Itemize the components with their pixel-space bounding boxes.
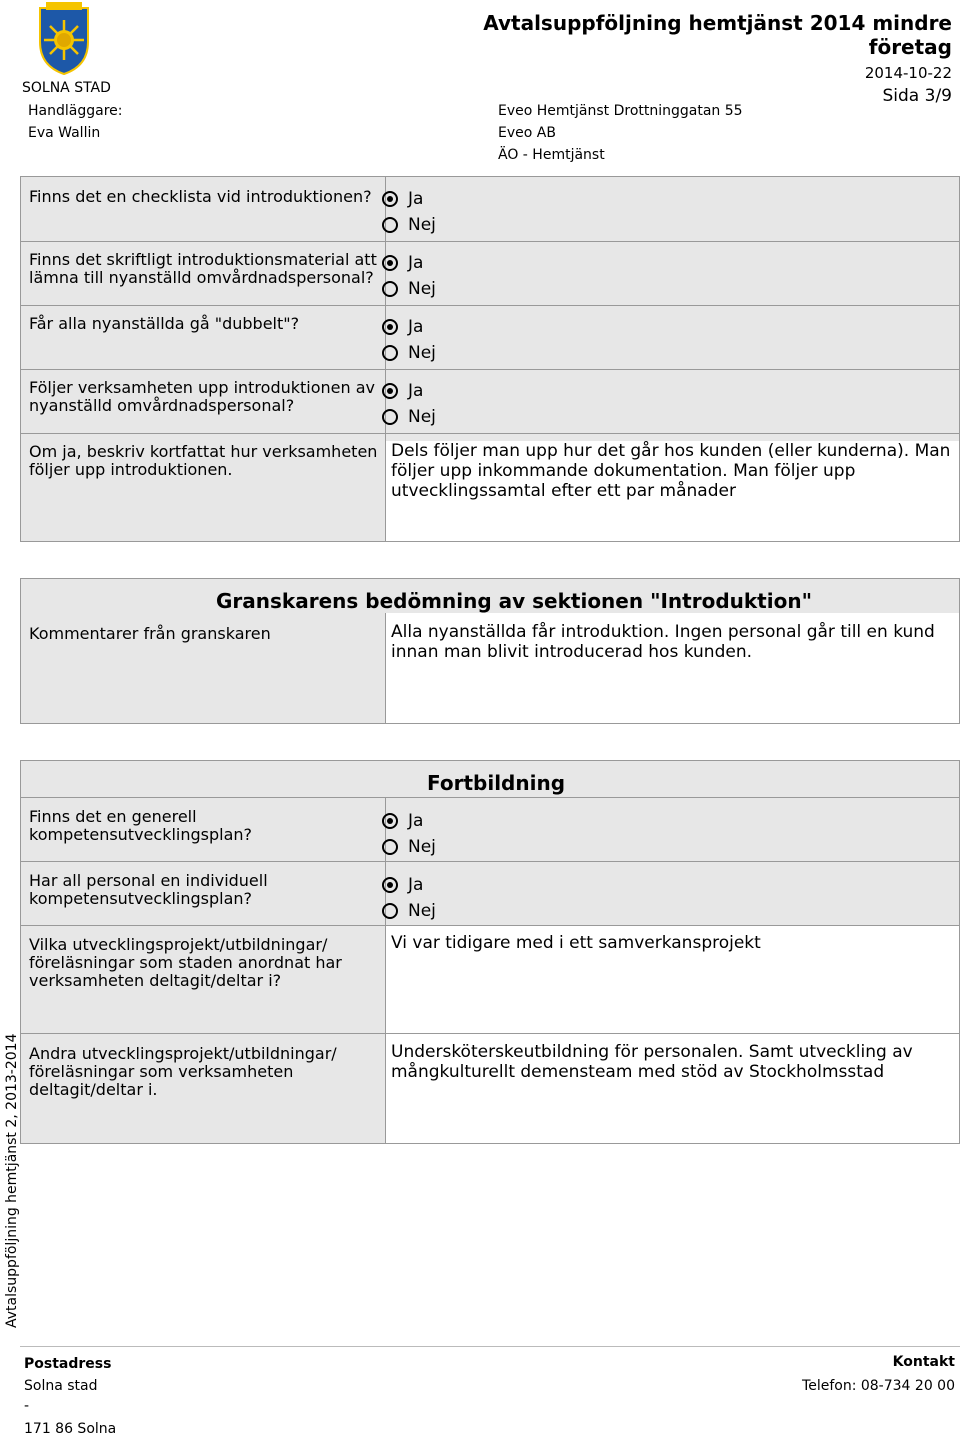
question-checklist: Finns det en checklista vid introduktionen?: [29, 187, 372, 206]
fortbildning-title: Fortbildning: [427, 771, 566, 795]
radio-selected-icon: [382, 319, 398, 335]
option-label: Ja: [408, 317, 424, 337]
document-date: 2014-10-22: [864, 64, 952, 82]
question-general-plan: Finns det en generell kompetensutvecklingsplan?: [29, 807, 253, 844]
solna-crest-logo: [36, 2, 92, 76]
radio-option-nej[interactable]: [382, 407, 436, 427]
radio-empty-icon: [382, 903, 398, 919]
question-double-shift: Får alla nyanställda gå "dubbelt"?: [29, 314, 300, 333]
postadress-line1: Solna stad: [24, 1378, 98, 1394]
option-label: Nej: [408, 901, 436, 921]
comment-label: Kommentarer från granskaren: [29, 624, 271, 643]
question-individual-plan: Har all personal en individuell kompetensutvecklingsplan?: [29, 871, 268, 908]
radio-option-ja[interactable]: [382, 253, 423, 273]
radio-empty-icon: [382, 409, 398, 425]
assessment-section: [20, 578, 960, 724]
fortbildning-section: [20, 760, 960, 1144]
radio-option-nej[interactable]: [382, 215, 436, 235]
row-divider: [21, 797, 959, 798]
option-label: Ja: [408, 253, 424, 273]
radio-option-nej[interactable]: [382, 901, 436, 921]
handlaggare-name: Eva Wallin: [28, 125, 101, 141]
question-follow-up: Följer verksamheten upp introduktionen av nyanställd omvårdnadspersonal?: [29, 378, 375, 415]
assessment-title: Granskarens bedömning av sektionen "Introduktion": [216, 589, 812, 613]
question-other-projects: Andra utvecklingsprojekt/utbildningar/ föreläsningar som verksamheten deltagit/deltar i.: [29, 1044, 337, 1099]
column-divider: [385, 613, 386, 723]
org-name: SOLNA STAD: [22, 80, 111, 96]
option-label: Nej: [408, 343, 436, 363]
describe-answer: Dels följer man upp hur det går hos kunden (eller kunderna). Man följer upp inkommande dokumentation. Man följer upp utvecklingssamtal efter ett par månader: [391, 441, 951, 501]
radio-option-nej[interactable]: [382, 279, 436, 299]
row-divider: [21, 241, 959, 242]
provider-unit: ÄO - Hemtjänst: [498, 147, 605, 163]
question-describe: Om ja, beskriv kortfattat hur verksamheten följer upp introduktionen.: [29, 442, 378, 479]
option-label: Nej: [408, 279, 436, 299]
answer-city-projects: Vi var tidigare med i ett samverkansprojekt: [391, 933, 761, 953]
option-label: Ja: [408, 811, 424, 831]
postadress-line3: 171 86 Solna: [24, 1421, 117, 1437]
question-intro-material: Finns det skriftligt introduktionsmaterial att lämna till nyanställd omvårdnadspersonal?: [29, 250, 377, 287]
postadress-label: Postadress: [24, 1356, 112, 1372]
radio-empty-icon: [382, 217, 398, 233]
answer-other-projects: Undersköterskeutbildning för personalen. Samt utveckling av mångkulturellt demensteam med stöd av Stockholmsstad: [391, 1042, 913, 1082]
introduction-section: [20, 176, 960, 542]
radio-option-nej[interactable]: [382, 837, 436, 857]
row-divider: [21, 1033, 959, 1034]
kontakt-label: Kontakt: [892, 1354, 955, 1370]
radio-option-ja[interactable]: [382, 381, 423, 401]
radio-selected-icon: [382, 813, 398, 829]
radio-option-ja[interactable]: [382, 189, 423, 209]
row-divider: [21, 369, 959, 370]
provider-company: Eveo AB: [498, 125, 556, 141]
question-city-projects: Vilka utvecklingsprojekt/utbildningar/ föreläsningar som staden anordnat har verksamheten deltagit/deltar i?: [29, 935, 342, 990]
document-title: Avtalsuppföljning hemtjänst 2014 mindre företag: [483, 11, 952, 59]
row-divider: [21, 433, 959, 434]
postadress-line2: -: [24, 1398, 30, 1414]
option-label: Ja: [408, 875, 424, 895]
row-divider: [21, 861, 959, 862]
page-number: Sida 3/9: [882, 86, 952, 106]
option-label: Ja: [408, 189, 424, 209]
kontakt-phone: Telefon: 08-734 20 00: [802, 1378, 955, 1394]
option-label: Nej: [408, 215, 436, 235]
side-document-label: Avtalsuppföljning hemtjänst 2, 2013-2014: [4, 1033, 20, 1328]
radio-selected-icon: [382, 383, 398, 399]
option-label: Nej: [408, 407, 436, 427]
radio-empty-icon: [382, 345, 398, 361]
row-divider: [21, 925, 959, 926]
provider-address: Eveo Hemtjänst Drottninggatan 55: [498, 103, 743, 119]
radio-option-nej[interactable]: [382, 343, 436, 363]
row-divider: [21, 305, 959, 306]
option-label: Nej: [408, 837, 436, 857]
radio-option-ja[interactable]: [382, 875, 423, 895]
radio-option-ja[interactable]: [382, 811, 423, 831]
radio-selected-icon: [382, 191, 398, 207]
radio-selected-icon: [382, 877, 398, 893]
radio-selected-icon: [382, 255, 398, 271]
option-label: Ja: [408, 381, 424, 401]
radio-empty-icon: [382, 839, 398, 855]
radio-empty-icon: [382, 281, 398, 297]
radio-option-ja[interactable]: [382, 317, 423, 337]
footer-divider: [20, 1346, 960, 1347]
reviewer-comment: Alla nyanställda får introduktion. Ingen personal går till en kund innan man blivit introducerad hos kunden.: [391, 622, 935, 662]
handlaggare-label: Handläggare:: [28, 103, 123, 119]
